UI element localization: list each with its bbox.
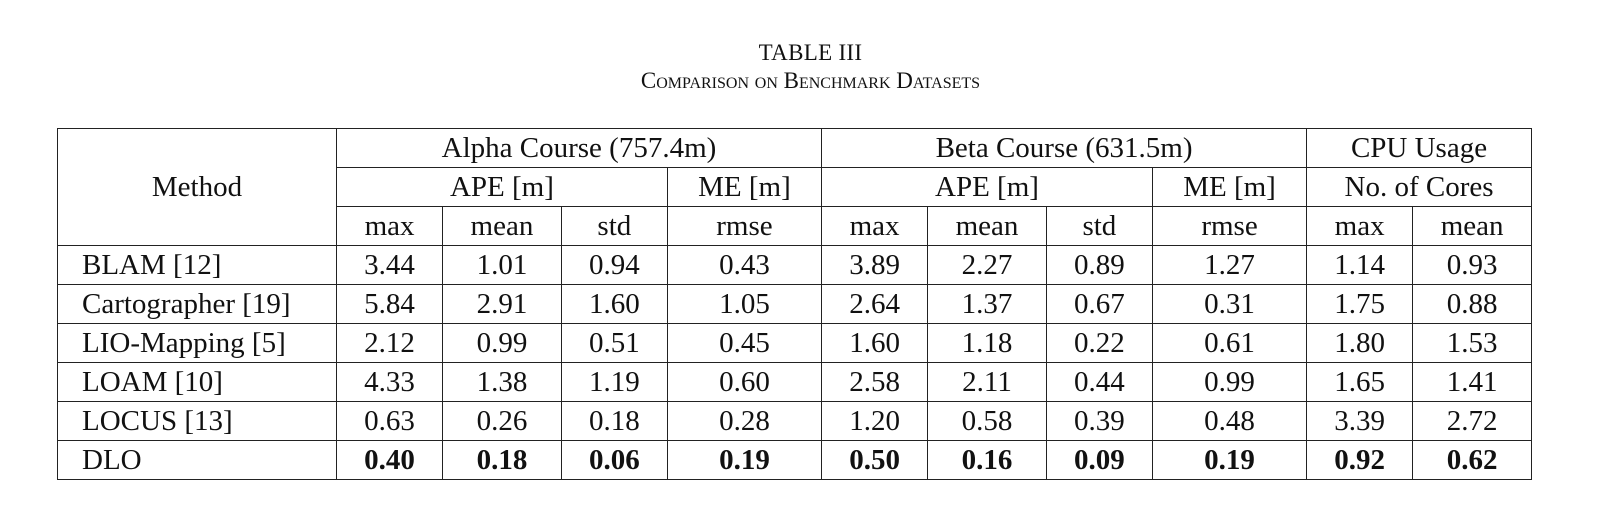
- value-cell: 0.61: [1152, 324, 1306, 363]
- method-cell: LOCUS [13]: [58, 402, 337, 441]
- table-row: [58, 402, 1532, 441]
- table-row: [58, 246, 1532, 285]
- value-cell: 0.51: [561, 324, 667, 363]
- value-cell: 2.27: [928, 246, 1047, 285]
- value-cell: 1.05: [667, 285, 821, 324]
- value-cell: 0.39: [1046, 402, 1152, 441]
- method-cell: LIO-Mapping [5]: [58, 324, 337, 363]
- value-cell: 1.53: [1413, 324, 1532, 363]
- table-row: [58, 363, 1532, 402]
- comparison-table: [57, 128, 1532, 480]
- method-header: Method: [58, 129, 337, 246]
- value-cell: 0.18: [561, 402, 667, 441]
- value-cell: 0.45: [667, 324, 821, 363]
- value-cell: 5.84: [336, 285, 442, 324]
- value-cell: 3.44: [336, 246, 442, 285]
- table-label: TABLE III: [758, 40, 863, 65]
- value-cell: 2.12: [336, 324, 442, 363]
- value-cell: 0.43: [667, 246, 821, 285]
- column-header: mean: [443, 207, 562, 246]
- value-cell: 0.26: [443, 402, 562, 441]
- value-cell: 0.50: [822, 441, 928, 480]
- alpha-course-header: Alpha Course (757.4m): [336, 129, 821, 168]
- value-cell: 0.93: [1413, 246, 1532, 285]
- value-cell: 1.27: [1152, 246, 1306, 285]
- value-cell: 1.01: [443, 246, 562, 285]
- value-cell: 0.22: [1046, 324, 1152, 363]
- cpu-usage-header: CPU Usage: [1307, 129, 1532, 168]
- column-header: rmse: [1152, 207, 1306, 246]
- column-header: std: [1046, 207, 1152, 246]
- value-cell: 1.38: [443, 363, 562, 402]
- value-cell: 3.89: [822, 246, 928, 285]
- value-cell: 3.39: [1307, 402, 1413, 441]
- value-cell: 0.62: [1413, 441, 1532, 480]
- value-cell: 0.16: [928, 441, 1047, 480]
- value-cell: 0.67: [1046, 285, 1152, 324]
- cpu-cores-header: No. of Cores: [1307, 168, 1532, 207]
- value-cell: 0.89: [1046, 246, 1152, 285]
- value-cell: 0.88: [1413, 285, 1532, 324]
- value-cell: 0.94: [561, 246, 667, 285]
- value-cell: 0.09: [1046, 441, 1152, 480]
- value-cell: 0.60: [667, 363, 821, 402]
- value-cell: 1.60: [822, 324, 928, 363]
- value-cell: 1.18: [928, 324, 1047, 363]
- value-cell: 2.91: [443, 285, 562, 324]
- value-cell: 1.20: [822, 402, 928, 441]
- alpha-me-header: ME [m]: [667, 168, 821, 207]
- column-header: mean: [1413, 207, 1532, 246]
- value-cell: 0.58: [928, 402, 1047, 441]
- value-cell: 0.19: [667, 441, 821, 480]
- table-row: [58, 441, 1532, 480]
- column-header: mean: [928, 207, 1047, 246]
- method-cell: DLO: [58, 441, 337, 480]
- column-header: max: [822, 207, 928, 246]
- value-cell: 1.37: [928, 285, 1047, 324]
- value-cell: 0.31: [1152, 285, 1306, 324]
- value-cell: 1.19: [561, 363, 667, 402]
- value-cell: 0.28: [667, 402, 821, 441]
- column-header: rmse: [667, 207, 821, 246]
- table-row: [58, 324, 1532, 363]
- value-cell: 0.63: [336, 402, 442, 441]
- value-cell: 2.64: [822, 285, 928, 324]
- header-row-groups: [58, 129, 1532, 168]
- value-cell: 1.80: [1307, 324, 1413, 363]
- value-cell: 2.11: [928, 363, 1047, 402]
- value-cell: 4.33: [336, 363, 442, 402]
- column-header: max: [1307, 207, 1413, 246]
- beta-me-header: ME [m]: [1152, 168, 1306, 207]
- column-header: max: [336, 207, 442, 246]
- value-cell: 0.48: [1152, 402, 1306, 441]
- value-cell: 2.72: [1413, 402, 1532, 441]
- value-cell: 0.99: [1152, 363, 1306, 402]
- alpha-ape-header: APE [m]: [336, 168, 667, 207]
- column-header: std: [561, 207, 667, 246]
- value-cell: 1.41: [1413, 363, 1532, 402]
- table-row: [58, 285, 1532, 324]
- method-cell: BLAM [12]: [58, 246, 337, 285]
- value-cell: 1.65: [1307, 363, 1413, 402]
- value-cell: 0.99: [443, 324, 562, 363]
- value-cell: 0.19: [1152, 441, 1306, 480]
- method-cell: Cartographer [19]: [58, 285, 337, 324]
- beta-course-header: Beta Course (631.5m): [822, 129, 1307, 168]
- value-cell: 0.44: [1046, 363, 1152, 402]
- method-cell: LOAM [10]: [58, 363, 337, 402]
- value-cell: 1.60: [561, 285, 667, 324]
- value-cell: 1.14: [1307, 246, 1413, 285]
- table-title: Comparison on Benchmark Datasets: [640, 68, 981, 93]
- value-cell: 0.92: [1307, 441, 1413, 480]
- value-cell: 0.06: [561, 441, 667, 480]
- beta-ape-header: APE [m]: [822, 168, 1153, 207]
- value-cell: 0.18: [443, 441, 562, 480]
- value-cell: 0.40: [336, 441, 442, 480]
- value-cell: 2.58: [822, 363, 928, 402]
- value-cell: 1.75: [1307, 285, 1413, 324]
